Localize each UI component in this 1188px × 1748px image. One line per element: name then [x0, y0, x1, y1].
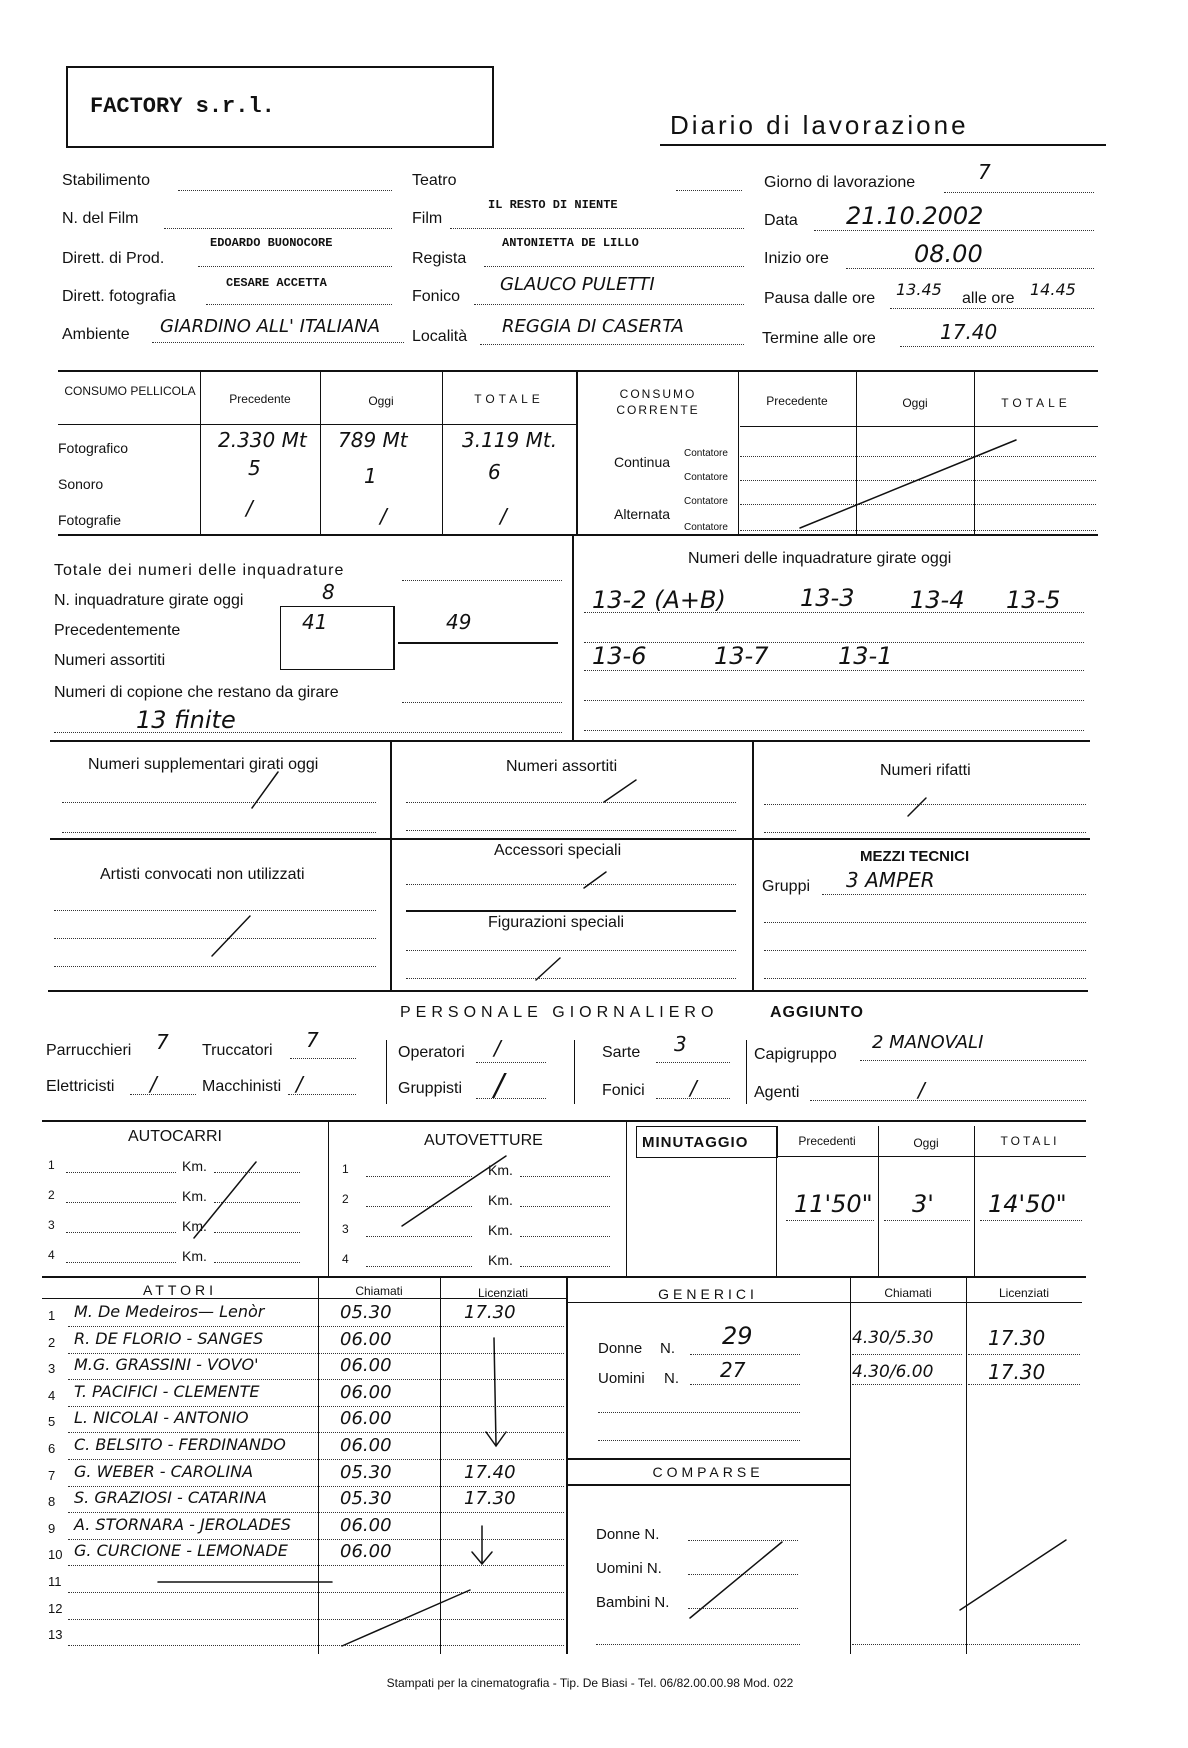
teatro-label: Teatro [412, 172, 457, 189]
copione-value: 13 finite [136, 706, 236, 734]
crossout-line [342, 1590, 470, 1646]
pausa-label: Pausa dalle ore [764, 290, 876, 307]
assortiti-label: Numeri assortiti [506, 758, 618, 775]
row-number: 11 [48, 1574, 62, 1589]
regista-label: Regista [412, 250, 467, 267]
pausa-to: 14.45 [1030, 280, 1076, 299]
elettricisti-label: Elettricisti [46, 1078, 115, 1095]
termine-value: 17.40 [940, 320, 998, 344]
km-label: Km. [488, 1252, 513, 1268]
attore-chiamati: 06.00 [340, 1382, 392, 1403]
agenti-value: / [918, 1078, 925, 1102]
personale-title2: AGGIUNTO [770, 1004, 864, 1021]
row-number: 9 [48, 1521, 56, 1536]
personale-title: PERSONALE GIORNALIERO [400, 1004, 719, 1021]
km-label: Km. [488, 1222, 513, 1238]
gen-uomini-label: Uomini [598, 1370, 645, 1387]
inizio-label: Inizio ore [764, 250, 829, 267]
ambiente-label: Ambiente [62, 326, 130, 343]
mezzi-tecnici-label: MEZZI TECNICI [860, 848, 970, 865]
comparse-header: COMPARSE [652, 1464, 764, 1480]
minutaggio-oggi: 3' [912, 1190, 934, 1218]
row-number: 3 [48, 1361, 56, 1376]
attore-name: L. NICOLAI - ANTONIO [74, 1408, 249, 1427]
film-label: Film [412, 210, 443, 227]
sarte-label: Sarte [602, 1044, 641, 1061]
termine-label: Termine alle ore [762, 330, 876, 347]
contatore-label: Contatore [684, 522, 728, 533]
comparse-bambini: Bambini N. [596, 1594, 670, 1611]
tot-inquadrature-label: Totale dei numeri delle inquadrature [54, 562, 345, 579]
prec-inq-label: Precedentemente [54, 622, 181, 639]
pellicola-value: / [380, 504, 387, 528]
attore-chiamati: 05.30 [340, 1462, 392, 1483]
page-title: Diario di lavorazione [670, 110, 969, 140]
attore-chiamati: 05.30 [340, 1488, 392, 1509]
truccatori-label: Truccatori [202, 1042, 273, 1059]
regista-value: ANTONIETTA DE LILLO [502, 236, 639, 250]
gen-licenziati-header: Licenziati [998, 1286, 1050, 1300]
alternata-label: Alternata [614, 506, 671, 522]
crossout-line [800, 440, 1016, 528]
attore-name: G. CURCIONE - LEMONADE [74, 1541, 288, 1560]
pellicola-row-label: Fotografie [58, 512, 122, 528]
row-number: 8 [48, 1494, 56, 1509]
attore-name: M. De Medeiros— Lenòr [74, 1302, 265, 1321]
gen-donne-lic: 17.30 [988, 1326, 1046, 1350]
gruppisti-value: / [494, 1068, 505, 1103]
data-value: 21.10.2002 [846, 202, 984, 230]
row-number: 1 [48, 1158, 55, 1172]
oggi-inq-value: 13-2 (A+B) [592, 586, 726, 614]
fonico-value: GLAUCO PULETTI [500, 274, 655, 295]
crossout-line [584, 872, 606, 888]
crossout-line [604, 780, 636, 802]
operatori-value: / [494, 1036, 501, 1060]
km-label: Km. [182, 1188, 207, 1204]
dir-foto-value: CESARE ACCETTA [226, 276, 327, 290]
giorno-value: 7 [978, 160, 991, 184]
oggi-inq-value: 13-7 [714, 642, 769, 670]
crossout-line [690, 1542, 782, 1618]
row-number: 2 [48, 1335, 56, 1350]
autocarri-label: AUTOCARRI [128, 1128, 222, 1145]
oggi-inq-value: 13-5 [1006, 586, 1061, 614]
pellicola-oggi-header: Oggi [368, 394, 394, 408]
parrucchieri-label: Parrucchieri [46, 1042, 132, 1059]
row-number: 12 [48, 1601, 63, 1616]
pausa-from: 13.45 [896, 280, 942, 299]
crossout-line [212, 916, 250, 956]
row-number: 1 [48, 1308, 56, 1323]
crossout-line [252, 772, 278, 808]
corrente-tot-header: TOTALE [1001, 396, 1071, 410]
figurazioni-label: Figurazioni speciali [488, 914, 625, 931]
girate-label: N. inquadrature girate oggi [54, 592, 244, 609]
contatore-label: Contatore [684, 448, 728, 459]
gen-donne-n: N. [660, 1340, 675, 1357]
crossout-line [194, 1162, 256, 1238]
attore-licenziati: 17.30 [464, 1488, 516, 1509]
comparse-donne: Donne N. [596, 1526, 660, 1543]
gruppi-label: Gruppi [762, 878, 811, 895]
gen-chiamati-header: Chiamati [884, 1286, 932, 1300]
attore-name: M.G. GRASSINI - VOVO' [74, 1355, 259, 1374]
row-number: 4 [342, 1252, 349, 1266]
corrente-oggi-header: Oggi [902, 396, 928, 410]
row-number: 4 [48, 1388, 56, 1403]
gen-donne-value: 29 [722, 1322, 753, 1350]
row-number: 5 [48, 1414, 56, 1429]
attore-chiamati: 06.00 [340, 1541, 392, 1562]
dir-prod-label: Dirett. di Prod. [62, 250, 165, 267]
attore-name: C. BELSITO - FERDINANDO [74, 1435, 286, 1454]
row-number: 2 [342, 1192, 349, 1206]
tot-inq-value: 49 [446, 610, 472, 634]
pellicola-tot-header: TOTALE [474, 392, 544, 406]
continua-label: Continua [614, 454, 671, 470]
minutaggio-oggi-header: Oggi [913, 1136, 939, 1150]
pellicola-row-label: Sonoro [58, 476, 104, 492]
localita-label: Località [412, 328, 468, 345]
pellicola-value: 789 Mt [338, 428, 408, 452]
dir-prod-value: EDOARDO BUONOCORE [210, 236, 333, 250]
gen-donne-ch: 4.30/5.30 [852, 1328, 934, 1348]
chiamati-header: Chiamati [355, 1284, 403, 1298]
row-number: 4 [48, 1248, 55, 1262]
data-label: Data [764, 212, 798, 229]
row-number: 3 [48, 1218, 55, 1232]
crossout-line [960, 1540, 1066, 1610]
pellicola-value: / [246, 496, 253, 520]
attore-licenziati: 17.30 [464, 1302, 516, 1323]
gen-donne-label: Donne [598, 1340, 643, 1357]
km-label: Km. [182, 1218, 207, 1234]
autovetture-label: AUTOVETTURE [424, 1132, 543, 1149]
fonico-label: Fonico [412, 288, 461, 305]
km-label: Km. [488, 1192, 513, 1208]
pellicola-value: 5 [248, 456, 261, 480]
gen-uomini-ch: 4.30/6.00 [852, 1362, 934, 1382]
capigruppo-label: Capigruppo [754, 1046, 837, 1063]
pellicola-prec-header: Precedente [229, 392, 291, 406]
attore-chiamati: 05.30 [340, 1302, 392, 1323]
macchinisti-label: Macchinisti [202, 1078, 282, 1095]
row-number: 13 [48, 1627, 63, 1642]
corrente-prec-header: Precedente [766, 394, 828, 408]
fonici-value: / [690, 1076, 697, 1100]
n-film-label: N. del Film [62, 210, 139, 227]
fonici-label: Fonici [602, 1082, 645, 1099]
inizio-value: 08.00 [914, 240, 983, 268]
pellicola-value: 6 [488, 460, 501, 484]
minutaggio-prec-header: Precedenti [798, 1134, 856, 1148]
attore-name: S. GRAZIOSI - CATARINA [74, 1488, 267, 1507]
elettricisti-value: / [150, 1072, 157, 1096]
attore-name: G. WEBER - CAROLINA [74, 1462, 254, 1481]
attori-header: ATTORI [142, 1282, 218, 1298]
gen-uomini-n: N. [664, 1370, 679, 1387]
row-number: 6 [48, 1441, 56, 1456]
artisti-label: Artisti convocati non utilizzati [100, 866, 305, 883]
pellicola-header: CONSUMO PELLICOLA [64, 384, 196, 398]
copione-label: Numeri di copione che restano da girare [54, 684, 339, 701]
crossout-line [536, 958, 560, 980]
corrente-header: CONSUMO CORRENTE [616, 387, 700, 417]
oggi-inq-value: 13-4 [910, 586, 965, 614]
macchinisti-value: / [296, 1072, 303, 1096]
minutaggio-tot: 14'50" [988, 1190, 1067, 1218]
row-number: 10 [48, 1547, 63, 1562]
attore-chiamati: 06.00 [340, 1355, 392, 1376]
agenti-label: Agenti [754, 1084, 800, 1101]
parrucchieri-value: 7 [156, 1030, 169, 1054]
pellicola-value: 2.330 Mt [218, 428, 307, 452]
minutaggio-prec: 11'50" [794, 1190, 873, 1218]
capigruppo-value: 2 MANOVALI [872, 1032, 984, 1053]
attore-chiamati: 06.00 [340, 1435, 392, 1456]
crossout-line [402, 1156, 506, 1226]
giorno-label: Giorno di lavorazione [764, 174, 916, 191]
rifatti-label: Numeri rifatti [880, 762, 971, 779]
attore-chiamati: 06.00 [340, 1408, 392, 1429]
girate-value: 8 [322, 580, 335, 604]
supplementari-label: Numeri supplementari girati oggi [88, 756, 319, 773]
oggi-inq-title: Numeri delle inquadrature girate oggi [688, 550, 952, 567]
km-label: Km. [488, 1162, 513, 1178]
row-number: 7 [48, 1468, 56, 1483]
km-label: Km. [182, 1158, 207, 1174]
licenziati-header: Licenziati [477, 1286, 529, 1300]
minutaggio-tot-header: TOTALI [1000, 1134, 1060, 1148]
oggi-inq-value: 13-3 [800, 584, 855, 612]
prec-inq-value: 41 [302, 610, 328, 634]
km-label: Km. [182, 1248, 207, 1264]
company-name: FACTORY s.r.l. [90, 94, 275, 119]
localita-value: REGGIA DI CASERTA [502, 316, 684, 337]
row-number: 2 [48, 1188, 55, 1202]
pellicola-value: 1 [364, 464, 377, 488]
arrow-down-icon [472, 1526, 492, 1564]
pellicola-value: / [500, 504, 507, 528]
pausa-to-label: alle ore [962, 290, 1015, 307]
accessori-label: Accessori speciali [494, 842, 622, 859]
assortiti-inq-label: Numeri assortiti [54, 652, 166, 669]
attore-chiamati: 06.00 [340, 1329, 392, 1350]
dir-foto-label: Dirett. fotografia [62, 288, 176, 305]
operatori-label: Operatori [398, 1044, 465, 1061]
sarte-value: 3 [674, 1032, 687, 1056]
gruppi-value: 3 AMPER [846, 868, 935, 892]
gen-uomini-value: 27 [720, 1358, 746, 1382]
arrow-down-icon [486, 1338, 506, 1446]
contatore-label: Contatore [684, 472, 728, 483]
truccatori-value: 7 [306, 1028, 319, 1052]
contatore-label: Contatore [684, 496, 728, 507]
minutaggio-title: MINUTAGGIO [642, 1134, 749, 1151]
oggi-inq-value: 13-1 [838, 642, 893, 670]
gen-uomini-lic: 17.30 [988, 1360, 1046, 1384]
footer-text: Stampati per la cinematografia - Tip. De Biasi - Tel. 06/82.00.00.98 Mod. 022 [386, 1676, 794, 1690]
attore-name: A. STORNARA - JEROLADES [74, 1515, 291, 1534]
attore-name: T. PACIFICI - CLEMENTE [74, 1382, 260, 1401]
oggi-inq-value: 13-6 [592, 642, 647, 670]
attore-name: R. DE FLORIO - SANGES [74, 1329, 264, 1348]
stabilimento-label: Stabilimento [62, 172, 151, 189]
attore-chiamati: 06.00 [340, 1515, 392, 1536]
film-value: IL RESTO DI NIENTE [488, 198, 618, 212]
ambiente-value: GIARDINO ALL' ITALIANA [160, 316, 381, 337]
row-number: 1 [342, 1162, 349, 1176]
row-number: 3 [342, 1222, 349, 1236]
pellicola-value: 3.119 Mt. [462, 428, 558, 452]
comparse-uomini: Uomini N. [596, 1560, 662, 1577]
gruppisti-label: Gruppisti [398, 1080, 463, 1097]
attore-licenziati: 17.40 [464, 1462, 516, 1483]
crossout-line [908, 798, 926, 816]
pellicola-row-label: Fotografico [58, 440, 129, 456]
generici-header: GENERICI [658, 1286, 758, 1302]
